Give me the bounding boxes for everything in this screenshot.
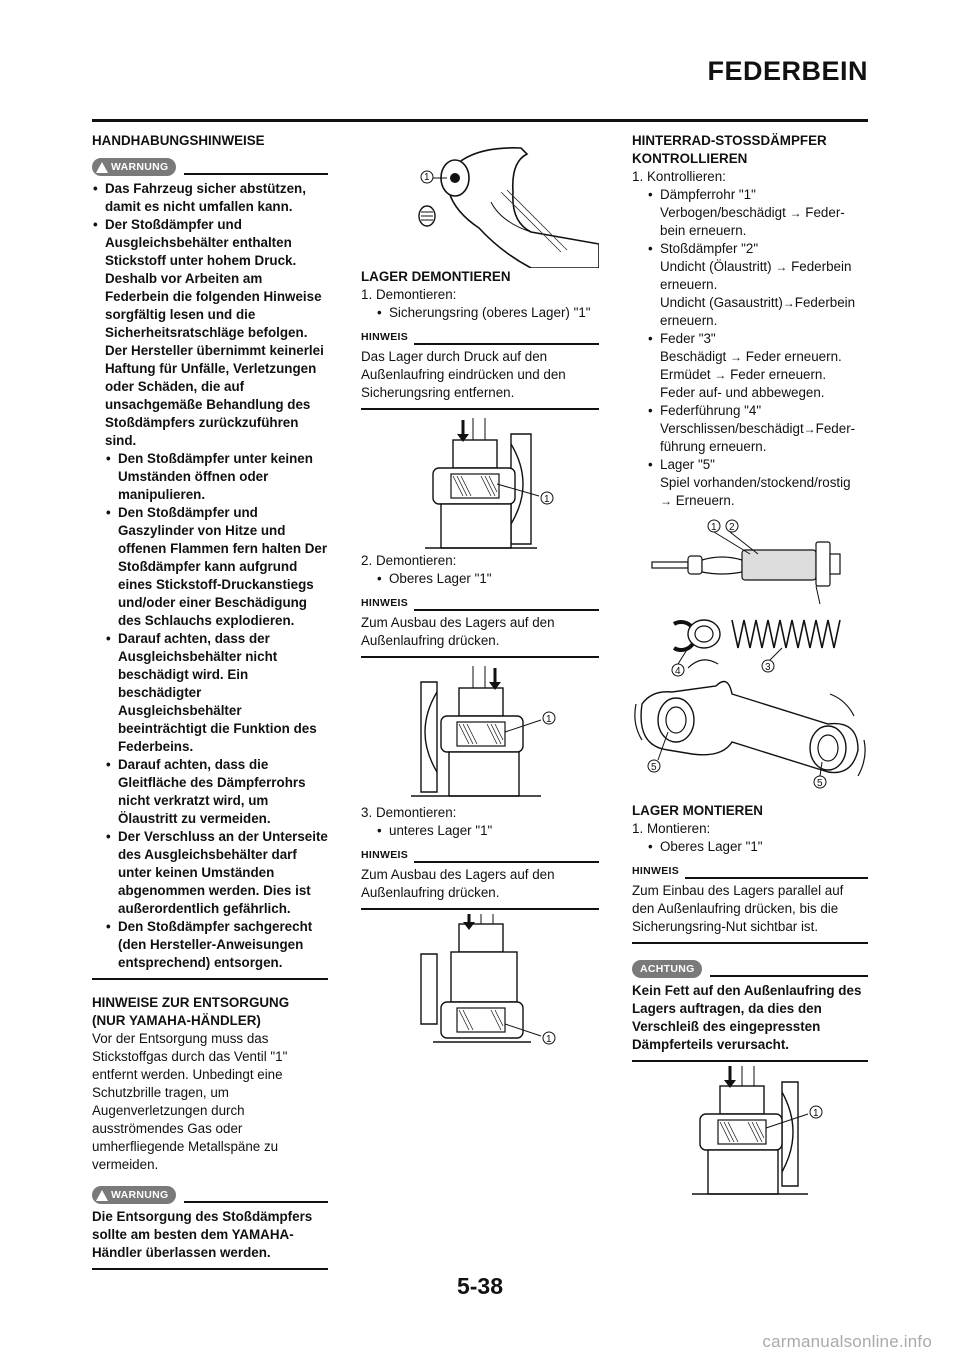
check-condition: Ermüdet bbox=[660, 367, 711, 382]
watermark: carmanualsonline.info bbox=[762, 1332, 932, 1351]
callout-1: 1 bbox=[424, 172, 430, 183]
note-label: HINWEIS bbox=[361, 849, 409, 861]
arrow-right-icon: → bbox=[660, 494, 672, 508]
step-item: • unteres Lager "1" bbox=[376, 822, 599, 840]
caution-label: ACHTUNG bbox=[640, 963, 695, 975]
callout-3: 3 bbox=[765, 662, 771, 673]
note-label: HINWEIS bbox=[632, 865, 680, 877]
check-condition: Beschädigt bbox=[660, 349, 727, 364]
caution-header bbox=[632, 958, 868, 978]
check-item bbox=[647, 456, 868, 510]
warning2-rule bbox=[184, 1201, 328, 1203]
figure-shock-parts bbox=[632, 514, 868, 802]
sub-warning-item: • Den Stoßdämpfer sachgerecht (den Hersteller-Anweisungen entsprechend) entsorgen. bbox=[92, 918, 328, 972]
step-number: 1. bbox=[632, 169, 644, 184]
check-line bbox=[660, 294, 868, 330]
caution-badge bbox=[632, 960, 702, 978]
note-label: HINWEIS bbox=[361, 331, 409, 343]
bearing-press-illustration bbox=[361, 662, 599, 804]
figure-bearing-install bbox=[632, 1066, 868, 1202]
callout-1: 1 bbox=[711, 522, 717, 533]
note-header bbox=[361, 848, 599, 864]
check-line bbox=[660, 348, 868, 366]
check-item bbox=[647, 330, 868, 402]
sub-warning-list bbox=[92, 450, 328, 972]
shock-parts-illustration bbox=[632, 514, 868, 802]
warning-rule bbox=[184, 173, 328, 175]
warning-badge bbox=[92, 158, 176, 176]
callout-4: 4 bbox=[675, 666, 681, 677]
warning-triangle-icon bbox=[96, 1190, 108, 1201]
step-item: • Sicherungsring (oberes Lager) "1" bbox=[376, 304, 599, 322]
step-text: Kontrollieren: bbox=[647, 169, 726, 184]
warning2-label: WARNUNG bbox=[111, 1189, 169, 1201]
warning-triangle-icon bbox=[96, 162, 108, 173]
callout-5: 5 bbox=[817, 778, 823, 789]
shock-valve-illustration bbox=[361, 132, 599, 268]
warning-label: WARNUNG bbox=[111, 161, 169, 173]
column-3 bbox=[632, 132, 868, 1202]
check-item bbox=[647, 186, 868, 240]
arrow-right-icon: → bbox=[789, 206, 802, 220]
note-text: Zum Einbau des Lagers parallel auf den Außenlaufring drücken, bis die Sicherungsring-Nut sichtbar ist. bbox=[632, 883, 844, 934]
install-step bbox=[632, 820, 868, 856]
step-number: 1. bbox=[361, 287, 373, 302]
check-action: Federbein erneuern. bbox=[660, 295, 856, 328]
column-1 bbox=[92, 132, 328, 1284]
step-text: Demontieren: bbox=[376, 805, 457, 820]
heading-bearing-removal: LAGER DEMONTIEREN bbox=[361, 269, 511, 284]
figure-bearing-2 bbox=[361, 662, 599, 804]
check-action: Federbein erneuern. bbox=[660, 259, 852, 292]
note-label: HINWEIS bbox=[361, 597, 409, 609]
callout-2: 2 bbox=[729, 522, 735, 533]
sub-warning-item: • Den Stoßdämpfer unter keinen Umständen öffnen oder manipulieren. bbox=[92, 450, 328, 504]
note-header bbox=[361, 330, 599, 346]
step-number: 2. bbox=[361, 553, 373, 568]
check-condition: Verbogen/beschädigt bbox=[660, 205, 786, 220]
figure-bearing-3 bbox=[361, 914, 599, 1054]
check-condition: Undicht (Gasaustritt) bbox=[660, 295, 783, 310]
note-rule bbox=[414, 343, 599, 345]
step-text: Demontieren: bbox=[376, 553, 457, 568]
warning-header bbox=[92, 156, 328, 176]
check-action: Feder erneuern. bbox=[730, 367, 827, 382]
note-end-rule bbox=[361, 408, 599, 410]
sub-warning-item: • Den Stoßdämpfer und Gaszylinder von Hitze und offenen Flammen fern halten Der Stoßdämpfer kann aufgrund eines Stickstoff-Druckanstiegs und/oder einer Beschädigung des Schlauchs explodieren. bbox=[92, 504, 328, 630]
caution-text: Kein Fett auf den Außenlaufring des Lagers auftragen, da dies den Verschleiß des eingepressten Dämpferteils verursacht. bbox=[632, 983, 862, 1052]
heading-handling: HANDHABUNGSHINWEISE bbox=[92, 133, 265, 148]
check-action: Feder erneuern. bbox=[745, 349, 842, 364]
check-action: Feder-führung erneuern. bbox=[660, 421, 856, 454]
check-label: • Stoßdämpfer "2" bbox=[660, 241, 759, 256]
check-condition: Verschlissen/beschädigt bbox=[660, 421, 804, 436]
figure-bearing-1 bbox=[361, 414, 599, 552]
check-label: • Dämpferrohr "1" bbox=[660, 187, 756, 202]
caution-rule bbox=[710, 975, 868, 977]
caution-end-rule bbox=[632, 1060, 868, 1062]
check-extra: Feder auf- und abbewegen. bbox=[660, 385, 825, 400]
check-label: • Feder "3" bbox=[660, 331, 716, 346]
callout-1: 1 bbox=[813, 1108, 819, 1119]
warning-end-rule bbox=[92, 978, 328, 980]
check-line bbox=[660, 258, 868, 294]
check-line bbox=[660, 204, 868, 240]
check-condition: Spiel vorhanden/stockend/rostig bbox=[660, 475, 851, 490]
note-end-rule bbox=[361, 908, 599, 910]
heading-bearing-install: LAGER MONTIEREN bbox=[632, 803, 763, 818]
check-line bbox=[660, 474, 868, 510]
page-title: FEDERBEIN bbox=[707, 56, 868, 86]
check-label: • Lager "5" bbox=[660, 457, 715, 472]
note-rule bbox=[414, 861, 599, 863]
note-rule bbox=[414, 609, 599, 611]
bearing-press-illustration bbox=[361, 914, 599, 1054]
check-item bbox=[647, 240, 868, 330]
warning2-text: Die Entsorgung des Stoßdämpfers sollte am besten dem YAMAHA-Händler überlassen werden. bbox=[92, 1209, 313, 1260]
step-item: • Oberes Lager "1" bbox=[647, 838, 868, 856]
warning-item: • Das Fahrzeug sicher abstützen, damit es nicht umfallen kann. bbox=[92, 180, 328, 216]
check-condition: Undicht (Ölaustritt) bbox=[660, 259, 772, 274]
check-item bbox=[647, 402, 868, 456]
check-list bbox=[647, 186, 868, 510]
step-1 bbox=[361, 286, 599, 322]
step-3 bbox=[361, 804, 599, 840]
sub-warning-item: • Der Verschluss an der Unterseite des Ausgleichsbehälter darf unter keinen Umständen abgenommen werden. Dies ist außerordentlich gefährlich. bbox=[92, 828, 328, 918]
check-action: Feder-bein erneuern. bbox=[660, 205, 845, 238]
heading-disposal-2: (NUR YAMAHA-HÄNDLER) bbox=[92, 1013, 261, 1028]
inspect-step bbox=[632, 168, 868, 510]
step-number: 1. bbox=[632, 821, 644, 836]
page-number: 5-38 bbox=[456, 1273, 504, 1299]
note-text: Zum Ausbau des Lagers auf den Außenlaufring drücken. bbox=[361, 615, 555, 648]
warning2-header bbox=[92, 1184, 328, 1204]
warning-list bbox=[92, 180, 328, 450]
note-header bbox=[361, 596, 599, 612]
arrow-right-icon: → bbox=[730, 350, 742, 364]
callout-5: 5 bbox=[651, 762, 657, 773]
step-2 bbox=[361, 552, 599, 588]
callout-1: 1 bbox=[546, 1034, 552, 1045]
warning2-end-rule bbox=[92, 1268, 328, 1270]
disposal-text: Vor der Entsorgung muss das Stickstoffgas durch das Ventil "1" entfernt werden. Unbedingt eine Schutzbrille tragen, um Augenverletzungen durch ausströmendes Gas oder umherfliegende Metallspäne zu vermeiden. bbox=[92, 1031, 288, 1172]
heading-inspect-2: KONTROLLIEREN bbox=[632, 151, 748, 166]
heading-inspect-1: HINTERRAD-STOSSDÄMPFER bbox=[632, 133, 827, 148]
check-action: Erneuern. bbox=[675, 493, 735, 508]
check-line bbox=[660, 420, 868, 456]
step-number: 3. bbox=[361, 805, 373, 820]
bearing-press-illustration bbox=[361, 414, 599, 552]
warning-item: • Der Stoßdämpfer und Ausgleichsbehälter enthalten Stickstoff unter hohem Druck. Deshalb vor Arbeiten am Federbein die folgenden Hinweise sorgfältig lesen und die Sicherheitsratschläge befolgen. Der Hersteller übernimmt keinerlei Haftung für Unfälle, Verletzungen oder Schäden, die auf unsachgemäße Behandlung des Stoßdämpfers zurückzuführen sind. bbox=[92, 216, 328, 450]
note-end-rule bbox=[632, 942, 868, 944]
bearing-install-illustration bbox=[632, 1066, 868, 1202]
note-text: Das Lager durch Druck auf den Außenlaufring eindrücken und den Sicherungsring entfernen. bbox=[361, 349, 566, 400]
check-label: • Federführung "4" bbox=[660, 403, 762, 418]
warning2-badge bbox=[92, 1186, 176, 1204]
note-header bbox=[632, 864, 868, 880]
arrow-right-icon: → bbox=[775, 260, 788, 274]
note-text: Zum Ausbau des Lagers auf den Außenlaufring drücken. bbox=[361, 867, 555, 900]
note-rule bbox=[685, 877, 868, 879]
check-line bbox=[660, 366, 868, 384]
step-text: Montieren: bbox=[647, 821, 711, 836]
callout-1: 1 bbox=[544, 494, 550, 505]
column-2 bbox=[361, 132, 599, 1054]
sub-warning-item: • Darauf achten, dass der Ausgleichsbehälter nicht beschädigt wird. Ein beschädigter Ausgleichsbehälter beeinträchtigt die Funktion des Federbeins. bbox=[92, 630, 328, 756]
figure-valve bbox=[361, 132, 599, 268]
header-rule bbox=[92, 119, 868, 122]
step-item: • Oberes Lager "1" bbox=[376, 570, 599, 588]
note-end-rule bbox=[361, 656, 599, 658]
arrow-right-icon: → bbox=[782, 296, 795, 310]
arrow-right-icon: → bbox=[714, 368, 727, 382]
sub-warning-item: • Darauf achten, dass die Gleitfläche des Dämpferrohrs nicht verkratzt wird, um Ölaustritt zu vermeiden. bbox=[92, 756, 328, 828]
callout-1: 1 bbox=[546, 714, 552, 725]
heading-disposal-1: HINWEISE ZUR ENTSORGUNG bbox=[92, 995, 290, 1010]
arrow-right-icon: → bbox=[803, 422, 816, 436]
step-text: Demontieren: bbox=[376, 287, 457, 302]
